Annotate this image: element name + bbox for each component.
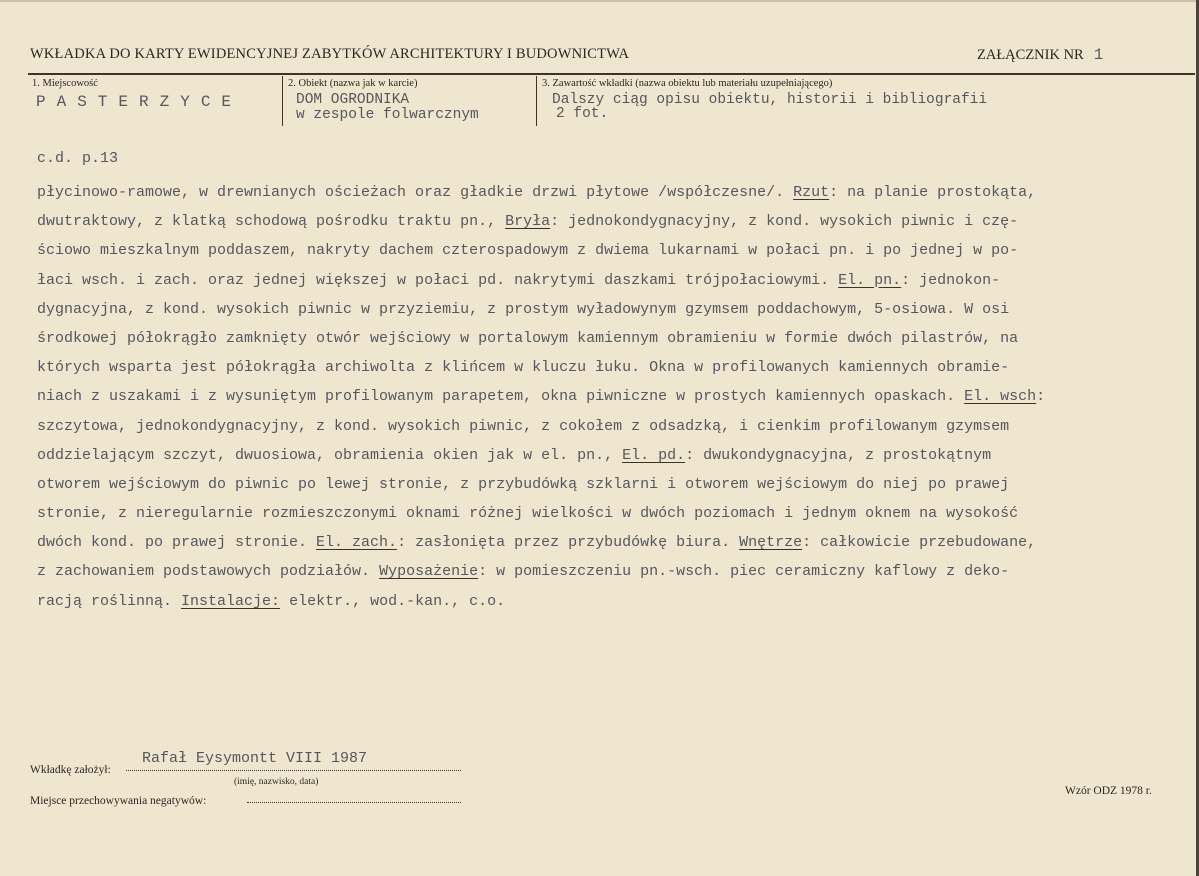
text-line: szczytowa, jednokondygnacyjny, z kond. wysokich piwnic, z cokołem z odsadzką, i cienkim profilowanym gzymsem bbox=[37, 417, 1010, 435]
contents-value bbox=[538, 93, 1193, 121]
text-fragment: : zasłonięta przez przybudówkę biura. bbox=[397, 534, 740, 552]
heading-north-elevation: El. pn. bbox=[838, 271, 902, 289]
form-model-note: Wzór ODZ 1978 r. bbox=[1065, 785, 1152, 797]
locality-field bbox=[28, 76, 283, 126]
created-by-line bbox=[126, 770, 461, 771]
text-fragment: oddzielającym szczyt, dwuosiowa, obramienia okien jak w el. pn., bbox=[37, 446, 623, 464]
text-fragment: racją roślinną. bbox=[37, 592, 182, 610]
text-line: stronie, z nieregularnie rozmieszczonymi oknami różnej wielkości w dwóch poziomach i jednym oknem na wysokość bbox=[37, 505, 1019, 523]
created-by-value: Rafał Eysymontt VIII 1987 bbox=[142, 750, 368, 767]
heading-interior: Wnętrze bbox=[739, 534, 803, 552]
text-line bbox=[37, 266, 1187, 295]
continuation-note: c.d. p.13 bbox=[37, 150, 119, 167]
contents-value-line-1: Dalszy ciąg opisu obiektu, historii i bibliografii bbox=[552, 92, 988, 108]
text-fragment: : na planie prostokąta, bbox=[829, 184, 1037, 201]
heading-installations: Instalacje: bbox=[181, 592, 281, 610]
heading-plan: Rzut bbox=[793, 184, 830, 201]
heading-west-elevation: El. zach. bbox=[316, 534, 398, 552]
card-top-edge bbox=[0, 0, 1199, 2]
text-line bbox=[37, 557, 1187, 586]
text-line: środkowej półokrągło zamknięty otwór wejściowy w portalowym kamiennym obramieniu w formie dwóch pilastrów, na bbox=[37, 329, 1019, 347]
text-line bbox=[37, 178, 1187, 207]
text-fragment: płycinowo-ramowe, w drewnianych ościeżach oraz gładkie drzwi płytowe /współczesne/. bbox=[37, 184, 794, 201]
contents-value-line-2: 2 fot. bbox=[556, 106, 609, 122]
locality-label: 1. Miejscowość bbox=[32, 78, 98, 89]
locality-value: PASTERZYCE bbox=[36, 93, 243, 111]
object-field bbox=[284, 76, 537, 126]
object-value bbox=[284, 93, 536, 123]
text-fragment: łaci wsch. i zach. oraz jednej większej w połaci pd. nakrytymi daszkami trójpołaciowymi. bbox=[37, 271, 839, 289]
annex-number: 1 bbox=[1093, 46, 1104, 64]
text-line: których wsparta jest półokrągła archiwolta z klińcem w kluczu łuku. Okna w profilowanych kamiennych obramie- bbox=[37, 359, 1010, 377]
heading-east-elevation: El. wsch bbox=[964, 388, 1037, 406]
heading-massing: Bryła bbox=[505, 213, 551, 231]
object-value-line-1: DOM OGRODNIKA bbox=[296, 92, 410, 108]
text-fragment: dwóch kond. po prawej stronie. bbox=[37, 534, 317, 552]
text-fragment: : jednokondygnacyjny, z kond. wysokich piwnic i czę- bbox=[550, 213, 1019, 231]
heading-south-elevation: El. pd. bbox=[622, 446, 686, 464]
negatives-location-line bbox=[247, 802, 461, 803]
text-fragment: z zachowaniem podstawowych podziałów. bbox=[37, 563, 380, 581]
object-label: 2. Obiekt (nazwa jak w karcie) bbox=[288, 78, 418, 89]
contents-label: 3. Zawartość wkładki (nazwa obiektu lub materiału uzupełniającego) bbox=[542, 78, 833, 89]
text-fragment: elektr., wod.-kan., c.o. bbox=[280, 592, 506, 610]
text-line bbox=[37, 441, 1187, 470]
text-fragment: : bbox=[1036, 388, 1046, 406]
text-line bbox=[37, 528, 1187, 557]
text-line: otworem wejściowym do piwnic po lewej stronie, z przybudówką szklarni i otworem wejściowym do niej po prawej bbox=[37, 475, 1010, 493]
text-line bbox=[37, 587, 1187, 616]
form-title: WKŁADKA DO KARTY EWIDENCYJNEJ ZABYTKÓW ARCHITEKTURY I BUDOWNICTWA bbox=[30, 46, 630, 62]
text-line: dygnacyjna, z kond. wysokich piwnic w przyziemiu, z prostym wyładowynym gzymsem poddachowym, 5-osiowa. W osi bbox=[37, 300, 1010, 318]
text-line bbox=[37, 382, 1187, 411]
text-line bbox=[37, 207, 1187, 236]
text-fragment: : w pomieszczeniu pn.-wsch. piec ceramiczny kaflowy z deko- bbox=[478, 563, 1010, 581]
contents-field bbox=[538, 76, 1193, 126]
text-fragment: : dwukondygnacyjna, z prostokątnym bbox=[685, 446, 992, 464]
text-fragment: : jednokon- bbox=[901, 271, 1001, 289]
annex-label-text: ZAŁĄCZNIK NR bbox=[977, 47, 1084, 63]
negatives-location-label: Miejsce przechowywania negatywów: bbox=[30, 795, 207, 807]
annex-label bbox=[977, 46, 1103, 64]
created-by-label: Wkładkę założył: bbox=[30, 764, 111, 776]
text-fragment: : całkowicie przebudowane, bbox=[802, 534, 1037, 552]
description-text bbox=[37, 178, 1187, 616]
header-rule bbox=[28, 73, 1195, 75]
name-date-note: (imię, nazwisko, data) bbox=[234, 777, 319, 787]
text-fragment: dwutraktowy, z klatką schodową pośrodku traktu pn., bbox=[37, 213, 506, 231]
object-value-line-2: w zespole folwarcznym bbox=[296, 107, 479, 123]
text-fragment: niach z uszakami i z wysuniętym profilowanym parapetem, okna piwniczne w prostych kamiennych opaskach. bbox=[37, 388, 965, 406]
heading-furnishings: Wyposażenie bbox=[379, 563, 479, 581]
text-line: ściowo mieszkalnym poddaszem, nakryty dachem czterospadowym z dwiema lukarnami w połaci pn. i po jednej w po- bbox=[37, 242, 1019, 260]
